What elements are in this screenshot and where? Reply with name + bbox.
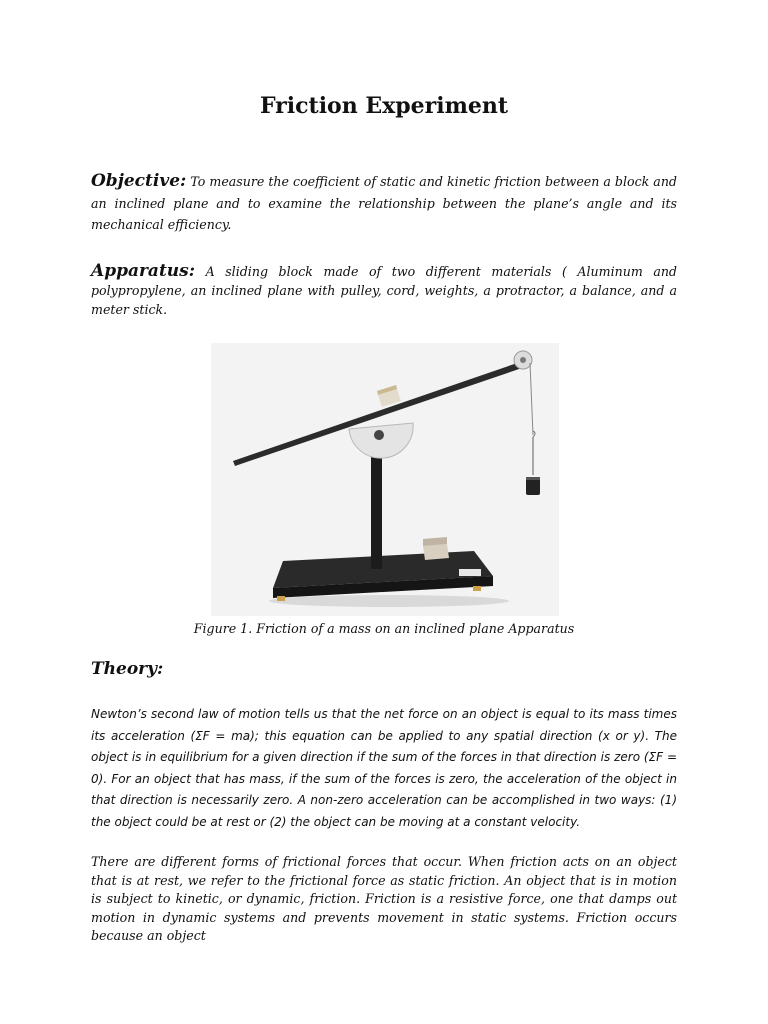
apparatus-text: A sliding block made of two different materials ( Aluminum and polypropylene, an inclined plane with pulley, cord, weights, a protractor, a balance, and a meter stick. [91,264,677,317]
apparatus-paragraph [91,262,677,319]
theory-paragraph-1: Newton’s second law of motion tells us that the net force on an object is equal to its mass times its acceleration (ΣF = ma); this equation can be applied to any spatial direction (x or y). The object is in equilibrium for a given direction if the sum of the forces in that direction is zero (ΣF = 0). For an object that has mass, if the sum of the forces is zero, the acceleration of the object in that direction is necessarily zero. A non-zero acceleration can be accomplished in two ways: (1) the object could be at rest or (2) the object can be moving at a constant velocity. [91,707,677,829]
document-title: Friction Experiment [259,93,509,119]
inclined-plane-illustration [211,343,559,616]
apparatus-photo [211,343,559,616]
objective-text: To measure the coefficient of static and kinetic friction between a block and an inclined plane and to examine the relationship between the plane’s angle and its mechanical efficiency. [91,174,677,232]
theory-paragraph-2: There are different forms of frictional forces that occur. When friction acts on an object that is at rest, we refer to the frictional force as static friction. An object that is in motion is subject to kinetic, or dynamic, friction. Friction is a resistive force, one that damps out motion in dynamic systems and prevents movement in static systems. Friction occurs because an object [91,854,677,943]
theory-heading: Theory: [91,659,164,679]
objective-paragraph [91,171,677,236]
apparatus-heading: Apparatus: [91,261,196,281]
figure-caption: Figure 1. Friction of a mass on an inclined plane Apparatus [193,621,575,636]
objective-heading: Objective: [91,171,187,191]
